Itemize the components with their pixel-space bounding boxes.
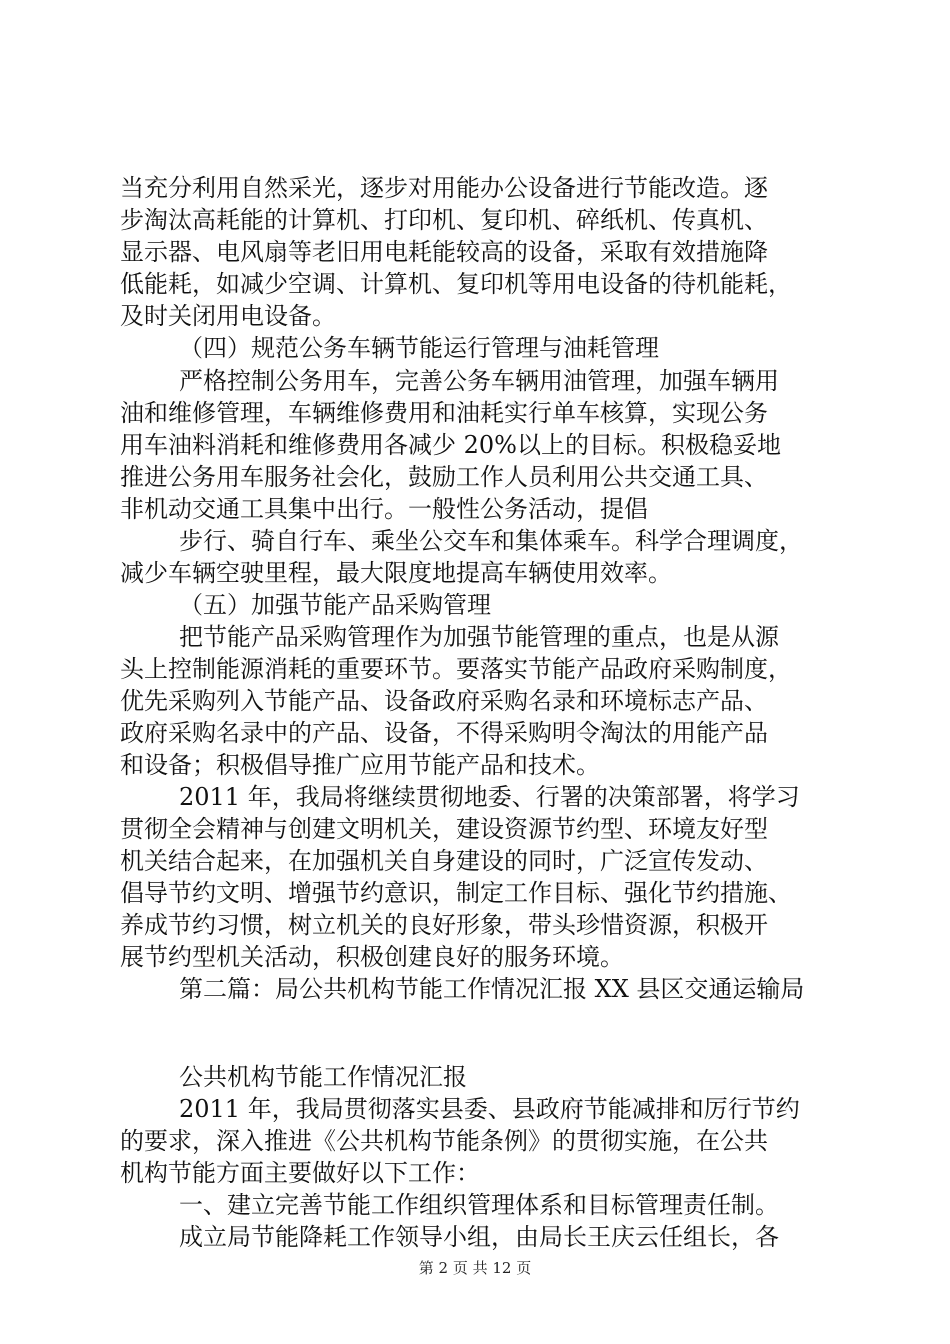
page-footer: 第 2 页 共 12 页: [418, 1259, 532, 1277]
body-text-line: 倡导节约文明、增强节约意识，制定工作目标、强化节约措施、: [120, 879, 792, 907]
body-text-line: 政府采购名录中的产品、设备，不得采购明令淘汰的用能产品: [120, 719, 768, 747]
chapter-title: 第二篇：局公共机构节能工作情况汇报 XX 县区交通运输局: [179, 975, 805, 1003]
body-text-line: 优先采购列入节能产品、设备政府采购名录和环境标志产品、: [120, 687, 768, 715]
report-title: 公共机构节能工作情况汇报: [179, 1063, 467, 1091]
body-text-line: 2011 年，我局贯彻落实县委、县政府节能减排和厉行节约: [179, 1095, 800, 1123]
body-text-line: 非机动交通工具集中出行。一般性公务活动，提倡: [120, 495, 648, 523]
body-text-line: 把节能产品采购管理作为加强节能管理的重点，也是从源: [179, 623, 779, 651]
body-text-line: 的要求，深入推进《公共机构节能条例》的贯彻实施，在公共: [120, 1127, 768, 1155]
body-text-line: 用车油料消耗和维修费用各减少 20%以上的目标。积极稳妥地: [120, 431, 781, 459]
body-text-line: 养成节约习惯，树立机关的良好形象，带头珍惜资源，积极开: [120, 911, 768, 939]
body-text-line: 及时关闭用电设备。: [120, 302, 336, 330]
body-text-line: 严格控制公务用车，完善公务车辆用油管理，加强车辆用: [179, 367, 779, 395]
body-text-line: 减少车辆空驶里程，最大限度地提高车辆使用效率。: [120, 559, 672, 587]
body-text-line: 推进公务用车服务社会化，鼓励工作人员利用公共交通工具、: [120, 463, 768, 491]
body-text-line: 显示器、电风扇等老旧用电耗能较高的设备，采取有效措施降: [120, 238, 768, 266]
section-heading: （四）规范公务车辆节能运行管理与油耗管理: [179, 334, 659, 362]
body-text-line: 当充分利用自然采光，逐步对用能办公设备进行节能改造。逐: [120, 174, 768, 202]
body-text-line: 成立局节能降耗工作领导小组，由局长王庆云任组长，各: [179, 1223, 779, 1251]
section-heading: （五）加强节能产品采购管理: [179, 591, 491, 619]
body-text-line: 2011 年，我局将继续贯彻地委、行署的决策部署，将学习: [179, 783, 800, 811]
body-text-line: 展节约型机关活动，积极创建良好的服务环境。: [120, 943, 624, 971]
body-text-line: 步淘汰高耗能的计算机、打印机、复印机、碎纸机、传真机、: [120, 206, 768, 234]
section-heading: 一、建立完善节能工作组织管理体系和目标管理责任制。: [179, 1191, 779, 1219]
body-text-line: 油和维修管理，车辆维修费用和油耗实行单车核算，实现公务: [120, 399, 768, 427]
body-text-line: 机关结合起来，在加强机关自身建设的同时，广泛宣传发动、: [120, 847, 768, 875]
body-text-line: 贯彻全会精神与创建文明机关，建设资源节约型、环境友好型: [120, 815, 768, 843]
body-text-line: 机构节能方面主要做好以下工作：: [120, 1159, 480, 1187]
body-text-line: 头上控制能源消耗的重要环节。要落实节能产品政府采购制度，: [120, 655, 792, 683]
body-text-line: 步行、骑自行车、乘坐公交车和集体乘车。科学合理调度，: [179, 527, 803, 555]
body-text-line: 和设备；积极倡导推广应用节能产品和技术。: [120, 751, 600, 779]
body-text-line: 低能耗，如减少空调、计算机、复印机等用电设备的待机能耗，: [120, 270, 792, 298]
